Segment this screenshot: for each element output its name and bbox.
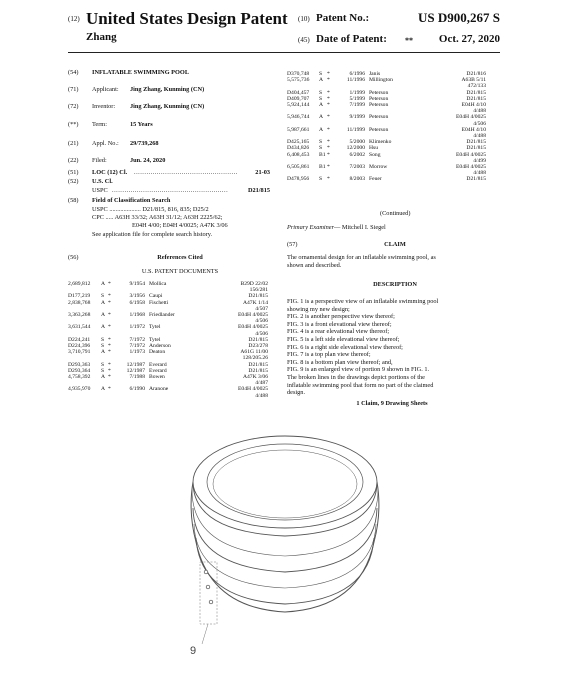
ref-star: * — [108, 324, 111, 331]
title-of-invention: INFLATABLE SWIMMING POOL — [92, 69, 190, 76]
description-line: FIG. 8 is a bottom plan view thereof; and, — [287, 358, 393, 366]
ref-name: Aranone — [149, 386, 169, 393]
ref-class: 4/488 — [473, 133, 486, 139]
ref-date: 5/1999 — [349, 95, 365, 102]
uscl-code: (52) — [68, 178, 79, 185]
ref-kind: S — [101, 343, 105, 349]
ref-kind: A — [101, 299, 106, 306]
appl-no-value: 29/739,268 — [130, 140, 159, 147]
ref-name: Peterson — [369, 89, 389, 96]
ref-number: 5,946,744 — [287, 114, 310, 121]
ref-kind: B1 — [319, 151, 326, 158]
ref-class: 4/488 — [255, 392, 268, 399]
ref-star: * — [108, 343, 111, 349]
ref-number: D404,457 — [287, 89, 310, 96]
term-label: Term: — [92, 121, 107, 128]
valve-icon — [206, 585, 210, 589]
ref-star: * — [327, 126, 330, 133]
ref-star: * — [108, 336, 111, 343]
ref-name: Friedlander — [149, 312, 175, 318]
ref-name: Everard — [149, 361, 167, 368]
ref-kind: A — [319, 77, 324, 84]
ref-class: E04H 4/0025 — [238, 386, 268, 393]
code-10: (10) — [298, 15, 310, 23]
field-line: E04H 4/00; E04H 4/0025; A47K 3/06 — [132, 222, 228, 229]
applicant-value: Jing Zhang, Kunming (CN) — [130, 86, 205, 93]
ref-date: 6/1996 — [349, 71, 365, 77]
ref-kind: S — [319, 145, 323, 152]
pool-drawing — [170, 412, 400, 662]
ref-name: Millington — [369, 77, 393, 84]
field-label: Field of Classification Search — [92, 197, 171, 204]
ref-name: Tytel — [149, 324, 161, 331]
ref-name: Peterson — [369, 102, 389, 108]
ref-class: 4/506 — [255, 330, 268, 337]
ref-date: 6/2002 — [349, 151, 365, 158]
ref-number: D409,707 — [287, 95, 310, 102]
description-line: inflatable swimming pool that form no part of the claimed — [287, 381, 434, 389]
ref-kind: B1 — [319, 164, 326, 170]
detail-leader — [202, 624, 208, 644]
ref-name: Hsu — [369, 145, 379, 152]
ref-name: Morrow — [369, 164, 388, 170]
ref-class: A61G 11/00 — [240, 349, 268, 356]
ref-number: D370,748 — [287, 71, 310, 77]
references-subtitle: U.S. PATENT DOCUMENTS — [141, 268, 219, 275]
applicant-label: Applicant: — [92, 86, 119, 93]
ref-class: 4/499 — [473, 157, 486, 164]
ref-class: 4/506 — [255, 318, 268, 325]
description-line: The broken lines in the drawings depict portions of the — [287, 374, 425, 381]
pool-ring-layer-3 — [193, 508, 377, 572]
valve-icon — [204, 570, 208, 574]
description-line: FIG. 9 is an enlarged view of portion 9 shown in FIG. 1. — [287, 366, 430, 374]
ref-star: * — [327, 71, 330, 77]
ref-kind: S — [101, 293, 105, 300]
ref-number: 4,758,392 — [68, 374, 91, 380]
field-line: CPC ..... A63H 33/32; A63H 31/12; A63H 2225/62; — [92, 214, 223, 221]
ref-date: 1/1999 — [349, 89, 365, 96]
ref-star: * — [108, 374, 111, 380]
references-code: (56) — [68, 254, 79, 261]
ref-name: Feuer — [369, 176, 382, 183]
ref-class: D21/815 — [248, 361, 268, 368]
ref-kind: A — [319, 114, 324, 121]
description-title: DESCRIPTION — [373, 281, 417, 288]
ref-star: * — [108, 386, 111, 393]
ref-number: 5,987,661 — [287, 126, 310, 133]
uscl-sub-label: USPC — [92, 187, 108, 194]
field-code: (58) — [68, 197, 79, 204]
inventor-label: Inventor: — [92, 103, 116, 110]
ref-kind: A — [101, 281, 106, 287]
ref-kind: S — [319, 176, 323, 183]
ref-name: Bowen — [149, 374, 165, 380]
ref-date: 6/1958 — [129, 299, 145, 306]
description-line: FIG. 7 is a top plan view thereof; — [287, 351, 371, 359]
ref-number: 2,838,768 — [68, 299, 91, 306]
ref-class: D21/815 — [466, 95, 486, 102]
uscl-leader: ........................................................ — [112, 187, 229, 194]
date-marker: ** — [405, 36, 413, 45]
ref-class: D23/278 — [248, 343, 268, 349]
detail-label: 9 — [190, 645, 197, 657]
ref-star: * — [327, 176, 330, 183]
ref-date: 9/1954 — [129, 281, 145, 287]
claims-sheets-count: 1 Claim, 9 Drawing Sheets — [356, 400, 428, 407]
ref-name: Deaton — [149, 349, 166, 356]
references-continued: (Continued) — [380, 210, 411, 217]
ref-kind: A — [319, 102, 324, 108]
ref-class: E04H 4/10 — [461, 102, 486, 108]
ref-star: * — [108, 349, 111, 356]
ref-kind: S — [319, 89, 323, 96]
ref-star: * — [327, 114, 330, 121]
detail-box — [200, 562, 217, 624]
ref-date: 6/1990 — [129, 386, 145, 393]
patent-number: US D900,267 S — [418, 10, 500, 25]
description-line: FIG. 1 is a perspective view of an inflatable swimming pool — [287, 298, 439, 305]
uscl-label: U.S. Cl. — [92, 178, 113, 185]
ref-class: A47K 3/06 — [242, 374, 268, 380]
ref-class: A47K 1/14 — [242, 299, 268, 306]
ref-date: 7/1972 — [129, 336, 145, 343]
ref-class: 156/281 — [249, 287, 268, 294]
ref-number: D177,219 — [68, 293, 91, 300]
ref-date: 5/2000 — [349, 139, 365, 146]
loc-value: 21-03 — [255, 169, 270, 176]
ref-class: D21/815 — [466, 139, 486, 146]
references-title: References Cited — [157, 254, 203, 261]
ref-date: 12/2000 — [346, 145, 365, 152]
ref-kind: A — [101, 374, 106, 380]
ref-kind: S — [101, 367, 105, 374]
ref-number: 6,408,453 — [287, 151, 310, 158]
ref-date: 12/1987 — [126, 367, 145, 374]
valve-icon — [209, 600, 213, 604]
description-line: FIG. 4 is a rear elevational view thereof; — [287, 328, 390, 336]
ref-class: D21/816 — [466, 71, 486, 77]
ref-star: * — [327, 164, 330, 170]
ref-number: D425,165 — [287, 139, 310, 146]
date-of-patent-label: Date of Patent: — [316, 33, 387, 45]
ref-kind: A — [101, 349, 106, 356]
uscl-value: D21/815 — [247, 187, 270, 194]
ref-star: * — [327, 139, 330, 146]
ref-kind: S — [319, 95, 323, 102]
biblio-code: (71) — [68, 86, 79, 93]
ref-name: Everard — [149, 367, 167, 374]
ref-date: 11/1996 — [346, 77, 365, 84]
primary-examiner — [287, 224, 386, 231]
ref-class: D21/815 — [466, 176, 486, 183]
ref-date: 9/1999 — [349, 114, 365, 121]
ref-class: D21/815 — [248, 367, 268, 374]
ref-date: 7/1999 — [349, 102, 365, 108]
ref-class: 4/488 — [473, 170, 486, 177]
examiner-name: — Mitchell I. Siegel — [334, 224, 386, 231]
ref-star: * — [108, 361, 111, 368]
ref-name: Peterson — [369, 95, 389, 102]
biblio-code: (**) — [68, 121, 79, 128]
ref-number: 4,935,970 — [68, 386, 91, 393]
pool-outer-silhouette — [191, 482, 379, 612]
code-45: (45) — [298, 36, 310, 44]
ref-number: D293,364 — [68, 367, 91, 374]
claim-code: (57) — [287, 241, 298, 248]
ref-class: 472/133 — [467, 83, 486, 90]
pool-top-innermost-ring — [213, 450, 357, 518]
pool-top-inner-ring — [207, 444, 363, 520]
claim-text-line: shown and described. — [287, 262, 342, 269]
ref-class: E04H 4/0025 — [456, 164, 486, 170]
ref-date: 12/1987 — [126, 361, 145, 368]
ref-kind: A — [319, 126, 324, 133]
loc-code: (51) — [68, 169, 79, 176]
ref-class: B29D 22/02 — [240, 281, 268, 287]
ref-number: 5,575,736 — [287, 77, 310, 84]
ref-class: D21/815 — [248, 293, 268, 300]
code-12: (12) — [68, 15, 80, 23]
ref-star: * — [327, 77, 330, 84]
field-line: See application file for complete search history. — [92, 231, 213, 238]
ref-name: Peterson — [369, 126, 389, 133]
document-type: United States Design Patent — [86, 9, 288, 28]
ref-number: D293,363 — [68, 361, 91, 368]
ref-number: 2,689,812 — [68, 281, 91, 287]
ref-number: 3,710,791 — [68, 349, 91, 356]
claim-title: CLAIM — [384, 241, 406, 248]
loc-leader: .................................................. — [134, 169, 238, 176]
ref-star: * — [327, 151, 330, 158]
description-line: showing my new design; — [287, 305, 350, 313]
ref-star: * — [108, 299, 111, 306]
ref-name: Song — [369, 151, 381, 158]
ref-class: 4/507 — [255, 305, 268, 312]
description-line: FIG. 2 is another perspective view thereof; — [287, 313, 395, 321]
term-value: 15 Years — [130, 121, 153, 128]
examiner-label: Primary Examiner — [287, 224, 335, 231]
ref-star: * — [327, 102, 330, 108]
ref-star: * — [108, 367, 111, 374]
appl-no-label: Appl. No.: — [92, 140, 119, 147]
ref-number: D224,241 — [68, 336, 91, 343]
description-line: FIG. 5 is a left side elevational view thereof; — [287, 336, 400, 343]
ref-star: * — [327, 145, 330, 152]
description-line: FIG. 6 is a right side elevational view thereof; — [287, 343, 403, 351]
header-rule — [68, 52, 500, 53]
ref-date: 1/1972 — [129, 324, 145, 331]
ref-kind: A — [101, 386, 106, 393]
ref-kind: S — [101, 361, 105, 368]
filed-label: Filed: — [92, 157, 107, 164]
ref-date: 7/2003 — [349, 164, 365, 170]
reference-row — [68, 393, 268, 399]
loc-label: LOC (12) Cl. — [92, 169, 128, 176]
reference-row — [287, 176, 486, 182]
patent-number-label: Patent No.: — [316, 12, 370, 24]
biblio-code: (72) — [68, 103, 79, 110]
ref-number: 3,363,268 — [68, 312, 91, 318]
ref-date: 7/1972 — [129, 343, 145, 349]
biblio-code: (54) — [68, 69, 79, 76]
ref-name: Peterson — [369, 114, 389, 121]
ref-date: 1/1968 — [129, 312, 145, 318]
ref-star: * — [108, 281, 111, 287]
ref-star: * — [108, 293, 111, 300]
ref-name: Fischetti — [149, 299, 169, 306]
ref-kind: A — [101, 312, 106, 318]
ref-number: D224,396 — [68, 343, 91, 349]
ref-class: 4/488 — [473, 108, 486, 115]
ref-class: E04H 4/0025 — [238, 312, 268, 318]
description-line: design. — [287, 389, 306, 397]
inventor-value: Jing Zhang, Kunming (CN) — [130, 103, 205, 110]
ref-class: D21/815 — [248, 336, 268, 343]
ref-name: Tytel — [149, 336, 161, 343]
field-line: USPC .................... D21/815, 816, 835; D25/2 — [92, 206, 209, 213]
date-of-patent: Oct. 27, 2020 — [438, 33, 500, 45]
ref-class: E04H 4/0025 — [456, 114, 486, 121]
ref-number: D434,826 — [287, 145, 310, 152]
ref-name: Klimenko — [369, 139, 392, 146]
ref-class: D21/815 — [466, 145, 486, 152]
ref-date: 11/1999 — [346, 126, 365, 133]
ref-class: E04H 4/10 — [461, 126, 486, 133]
ref-name: Caupi — [149, 293, 163, 300]
ref-class: 4/506 — [473, 120, 486, 127]
ref-date: 8/2003 — [349, 176, 365, 183]
ref-class: A63B 5/11 — [461, 77, 486, 84]
ref-kind: S — [319, 71, 323, 77]
ref-kind: A — [101, 324, 106, 331]
ref-star: * — [327, 89, 330, 96]
ref-date: 1/1973 — [129, 349, 145, 356]
pool-ring-layer-5 — [196, 538, 374, 604]
biblio-code: (22) — [68, 157, 79, 164]
ref-number: 3,631,544 — [68, 324, 91, 331]
ref-class: 4/487 — [255, 380, 268, 387]
ref-date: 3/1956 — [129, 293, 145, 300]
ref-date: 7/1988 — [129, 374, 145, 380]
inventor-surname: Zhang — [86, 31, 117, 43]
ref-number: D478,956 — [287, 176, 310, 183]
description-line: FIG. 3 is a front elevational view thereof; — [287, 320, 392, 328]
ref-class: E04H 4/0025 — [238, 324, 268, 331]
ref-class: D21/815 — [466, 89, 486, 96]
ref-star: * — [108, 312, 111, 318]
ref-name: Janis — [369, 71, 381, 77]
ref-class: E04H 4/0025 — [456, 151, 486, 158]
filed-value: Jun. 24, 2020 — [130, 157, 166, 164]
ref-name: Mollica — [149, 281, 167, 287]
ref-kind: S — [319, 139, 323, 146]
ref-name: Anderson — [149, 343, 171, 349]
biblio-code: (21) — [68, 140, 79, 147]
ref-number: 5,924,144 — [287, 102, 310, 108]
ref-star: * — [327, 95, 330, 102]
ref-kind: S — [101, 336, 105, 343]
ref-class: 128/205.26 — [242, 355, 268, 362]
claim-text-line: The ornamental design for an inflatable swimming pool, as — [287, 254, 436, 261]
ref-number: 6,505,861 — [287, 164, 310, 170]
